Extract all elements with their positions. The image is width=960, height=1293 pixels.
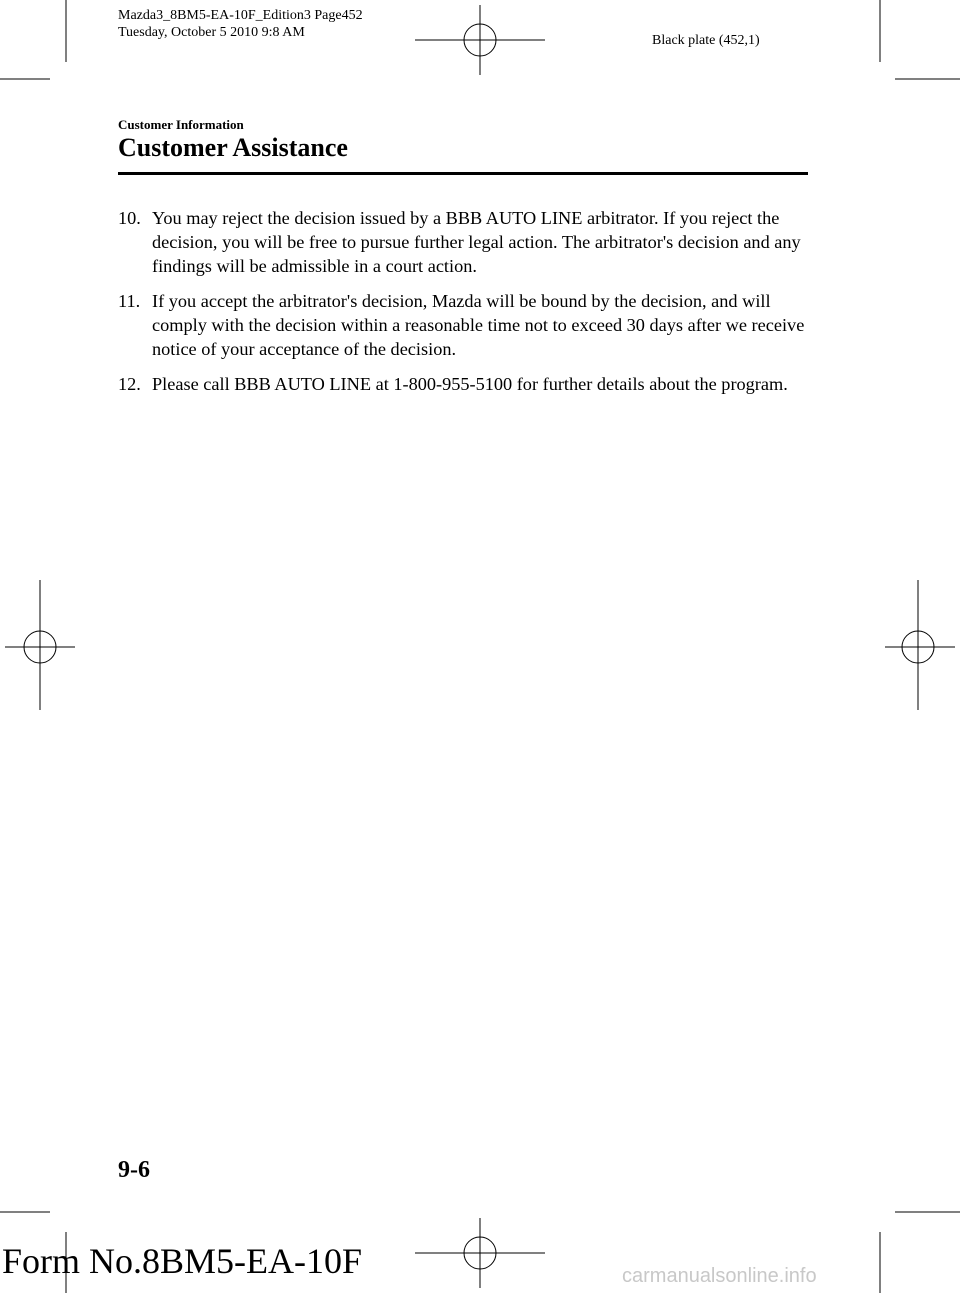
list-item [118, 206, 818, 278]
form-number: Form No.8BM5-EA-10F [2, 1241, 363, 1281]
list-item [118, 372, 818, 396]
registration-mark-top [415, 5, 545, 75]
print-job-name: Mazda3_8BM5-EA-10F_Edition3 Page452 [118, 8, 363, 23]
page-title: Customer Assistance [118, 133, 348, 162]
list-item-number: 10. [118, 208, 141, 228]
registration-mark-left [5, 580, 75, 710]
list-item-number: 12. [118, 374, 141, 394]
numbered-list [118, 206, 818, 407]
list-item [118, 289, 818, 361]
list-item-text: You may reject the decision issued by a BBB AUTO LINE arbitrator. If you reject the decision, you will be free to pursue further legal action. The arbitrator's decision and any findings will be admissible in a court action. [152, 208, 801, 276]
section-label: Customer Information [118, 117, 244, 132]
title-rule [118, 172, 808, 175]
list-item-text: If you accept the arbitrator's decision, Mazda will be bound by the decision, and will comply with the decision within a reasonable time not to exceed 30 days after we receive notice of your acceptance of the decision. [152, 291, 805, 359]
plate-info: Black plate (452,1) [652, 33, 760, 48]
list-item-text: Please call BBB AUTO LINE at 1-800-955-5100 for further details about the program. [152, 374, 788, 394]
registration-mark-right [885, 580, 955, 710]
print-date: Tuesday, October 5 2010 9:8 AM [118, 25, 305, 40]
registration-mark-bottom [415, 1218, 545, 1288]
watermark: carmanualsonline.info [622, 1265, 817, 1287]
page-number: 9-6 [118, 1157, 150, 1183]
list-item-number: 11. [118, 291, 141, 311]
